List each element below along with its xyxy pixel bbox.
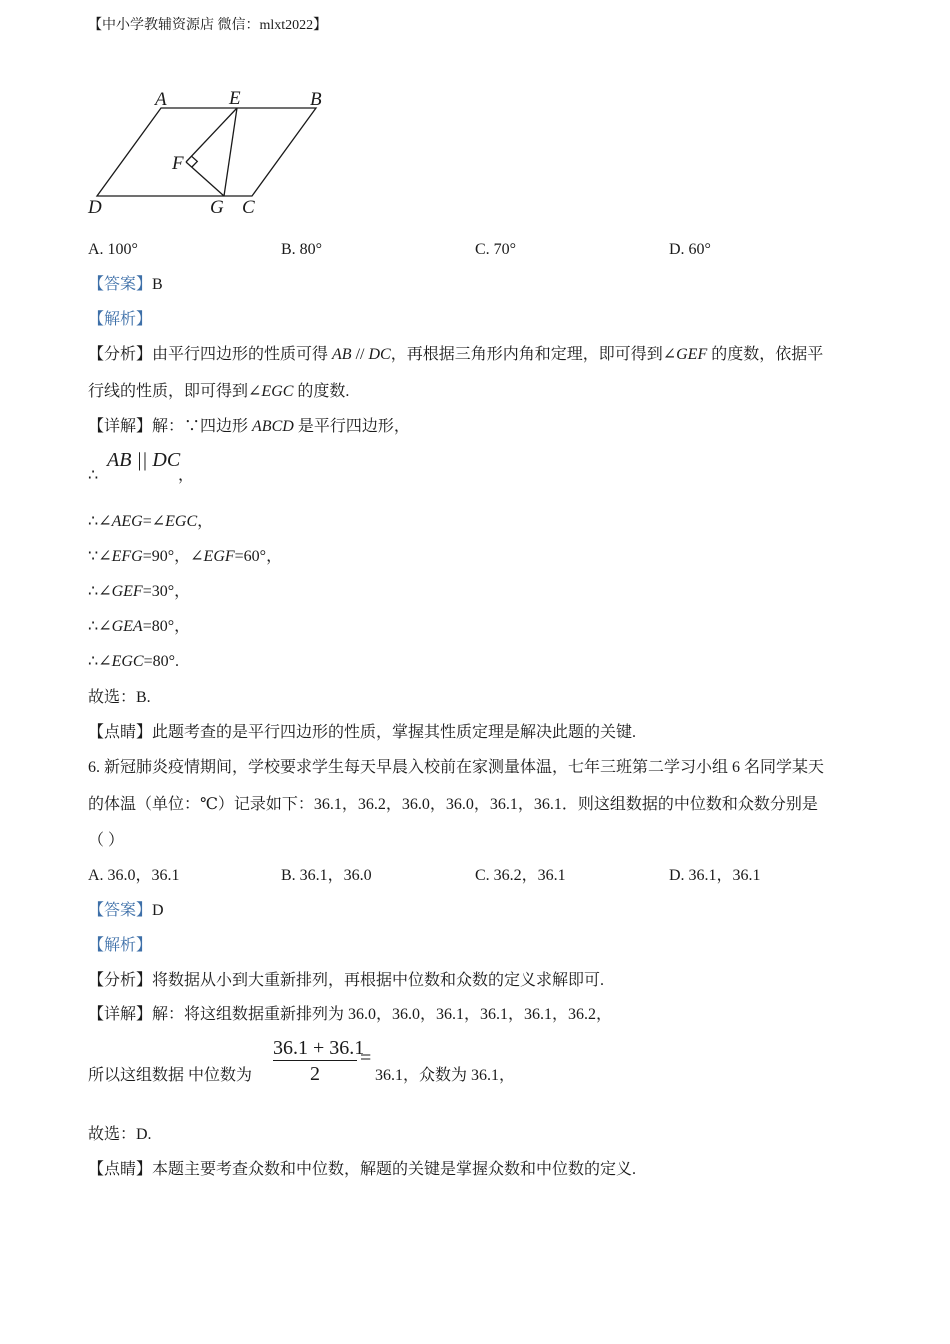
q5-step2: ∵∠EFG=90°，∠EGF=60°， [88,548,283,565]
q6-median-prefix: 所以这组数据 中位数为 [88,1067,253,1084]
label-b: B [310,89,322,110]
label-a: A [155,89,167,110]
q6-option-a: A. 36.0，36.1 [88,867,180,884]
q5-therefore-symbol: ∴ [88,467,99,484]
q5-fenxi-line1: 【分析】由平行四边形的性质可得 AB // DC，再根据三角形内角和定理，即可得到∠GEF 的度数，依据平 [88,346,824,363]
q5-analysis-tag: 【解析】 [88,311,153,328]
label-e: E [229,88,241,109]
q6-analysis-tag: 【解析】 [88,937,153,954]
q5-option-b: B. 80° [281,241,323,258]
q6-median-result: 36.1，众数为 36.1， [375,1067,516,1084]
q5-option-c: C. 70° [475,241,517,258]
q6-option-d: D. 36.1，36.1 [669,867,761,884]
segment-ef [186,108,237,162]
q6-stem-line3: （ ） [88,832,125,849]
parallelogram-figure [80,82,340,224]
q6-equals-sign: = [360,1047,372,1069]
q5-step5: ∴∠EGC=80°. [88,653,180,670]
q6-median-fraction [273,1036,365,1087]
q6-stem-line2: 的体温（单位：℃）记录如下：36.1，36.2，36.0，36.0，36.1，36.1．则这组数据的中位数和众数分别是 [88,796,818,813]
label-d: D [88,197,102,218]
q5-choice: 故选：B. [88,689,151,706]
q5-xiangjie-line1: 【详解】解：∵四边形 ABCD 是平行四边形， [88,418,410,435]
label-f: F [172,153,184,174]
q6-fenxi: 【分析】将数据从小到大重新排列，再根据中位数和众数的定义求解即可. [88,972,605,989]
q5-answer: 【答案】B [88,276,163,293]
fraction-numerator: 36.1 + 36.1 [273,1037,365,1059]
q6-stem-line1: 6. 新冠肺炎疫情期间，学校要求学生每天早晨入校前在家测量体温，七年三班第二学习小组 6 名同学某天 [88,759,825,776]
q5-option-a: A. 100° [88,241,138,258]
q5-parallel-expression: AB || DC [107,449,181,471]
q6-option-b: B. 36.1，36.0 [281,867,372,884]
q6-option-c: C. 36.2，36.1 [475,867,566,884]
q5-step3: ∴∠GEF=30°， [88,583,191,600]
q5-parallel-comma: ， [178,467,195,484]
parallelogram-abcd [97,108,316,196]
q5-dianjing: 【点睛】此题考查的是平行四边形的性质，掌握其性质定理是解决此题的关键. [88,724,637,741]
q6-xiangjie: 【详解】解：将这组数据重新排列为 36.0，36.0，36.1，36.1，36.1，36.2， [88,1006,613,1023]
fraction-denominator: 2 [273,1060,357,1087]
segment-fg [186,162,224,196]
label-g: G [210,197,224,218]
q6-answer: 【答案】D [88,902,164,919]
q6-dianjing: 【点睛】本题主要考查众数和中位数，解题的关键是掌握众数和中位数的定义. [88,1161,637,1178]
right-angle-mark [192,156,198,167]
q5-step4: ∴∠GEA=80°， [88,618,191,635]
page-header-watermark: 【中小学教辅资源店 微信：mlxt2022】 [88,18,328,33]
q5-step1: ∴∠AEG=∠EGC， [88,513,214,530]
q5-fenxi-line2: 行线的性质，即可得到∠EGC 的度数. [88,383,350,400]
q5-option-d: D. 60° [669,241,711,258]
label-c: C [242,197,255,218]
segment-eg [224,108,237,196]
q6-choice: 故选：D. [88,1126,152,1143]
